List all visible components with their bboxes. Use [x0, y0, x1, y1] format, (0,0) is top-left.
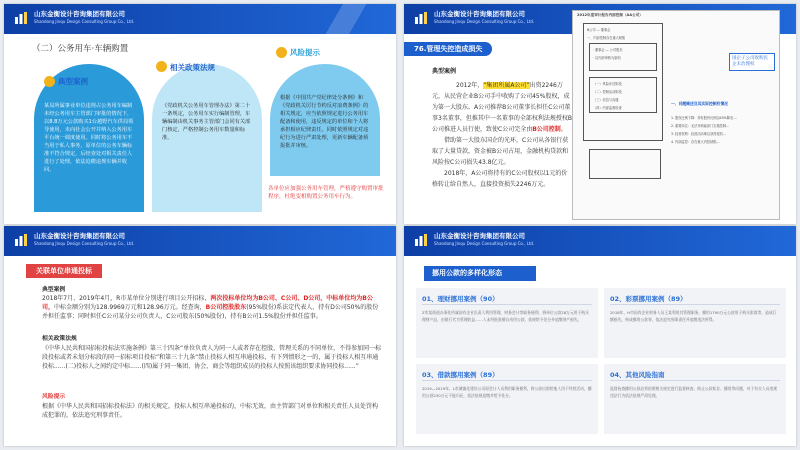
slide-1[interactable] [4, 4, 396, 224]
company-logo-icon [414, 11, 428, 25]
doc-line: 一、内部控制存在重大缺陷 [587, 36, 626, 40]
policy-arch [152, 64, 262, 212]
slide-header [4, 4, 396, 34]
slide-header [4, 226, 396, 256]
policy-paragraph: 《中华人民共和国招标投标法实施条例》第三十四条“单位负责人为同一人或者存在控股、管理关系的不同单位，不得参加同一标段投标或者未划分标段的同一招标项目投标”和第三十九条“禁止投标人相互串通投标，有下列情形之一的，属于投标人相互串通投标......(二)投标人之间约定中标......(四)属于同一集团、协会、商会等组织成员的投标人按照该组织要求协同投标......” [42, 345, 382, 370]
doc-line: （二）控制活动阶段 [593, 90, 622, 94]
case-body [432, 80, 572, 190]
case-card [604, 288, 786, 358]
doc-line: 2012年度审计报告内部控制（AA公司） [577, 13, 643, 17]
policy-heading: 相关政策法规 [42, 336, 77, 342]
company-name: 山东金衡设计咨询集团有限公司 [34, 232, 125, 240]
header-decoration [296, 4, 396, 34]
company-logo-icon [14, 233, 28, 247]
slide-2[interactable] [404, 4, 796, 224]
para-2: 借助第一大股东国企的光环，C公司从各银行获取了大量贷款，资金被B公司占用，金融机构贷款和风险按C公司损失43.8亿元。 [432, 137, 569, 166]
para-1-highlight: “集团所属A公司” [483, 82, 530, 89]
para-1b: 出资2246万元，从民营企业B公司手中收购了公司45%股权，成为第一大股东。A公司推荐B公司董事长担任C公司董事3名董事，但推其中一名董事的全部权利法规授权B公司推进人员行使，致使C公司完全由 [432, 82, 572, 133]
case-red-text: B公司控股股东 [205, 304, 247, 311]
doc-line: · 董事会 — 公司股东 [593, 48, 623, 52]
company-name-en: Shandong Jinqu Design Consulting Group Co., Ltd. [434, 241, 535, 246]
card-title: 03、借款挪用案例（89） [422, 371, 499, 379]
card-text: Z市某街道办事处所属国有企业负责人利用管理、财务会计等职务便利，将单位公款28万元用于购买理财产品，由银行代为管理收益……人未经批准擅自动用公款。依规给予处分并追缴财产损失。 [422, 310, 589, 322]
company-name-en: Shandong Jinqu Design Consulting Group Co., Ltd. [434, 19, 535, 24]
doc-box [589, 149, 661, 179]
slide-4[interactable] [404, 226, 796, 446]
doc-line: 一、问题概述及其实际控制权情况 [671, 101, 728, 106]
company-logo-icon [14, 11, 28, 25]
slide-title: 关联单位串通投标 [26, 264, 102, 278]
policy-text: 《党政机关公务用车管理办法》第二十一条规定，公务用车实行编制管理，车辆编制由机关事务主管部门会同有关部门核定，严格控制公务用车数量和标准。 [162, 103, 251, 141]
doc-line: 3. 经营权利：经营活动难以获得授权... [671, 132, 726, 136]
risk-text: 根据《中国共产党纪律处分条例》和《党政机关厉行节约反对浪费条例》的相关规定，应当依照规定进行公务用车配备和使用，违反规定的单位和个人将承担相应纪律责任。同时依照规定对违纪行为进行严肃处理，更新车辆配备须报批并审核。 [280, 95, 369, 149]
slide-title: 挪用公款的多样化形态 [424, 266, 536, 281]
card-text: 2018年，H市国有企业财务人员王某利用其管理职务，挪用1790万元公款用于购买彩票等，造成巨额损失，构成挪用公款罪，依法追究刑事责任并追缴违法所得。 [610, 310, 777, 322]
case-paragraph [42, 294, 382, 321]
doc-line: B公司 — 董事会 [587, 28, 611, 32]
card-divider [422, 304, 592, 305]
company-name: 山东金衡设计咨询集团有限公司 [34, 10, 125, 18]
case-label: 典型案例 [58, 77, 88, 86]
risk-bullet-icon [276, 47, 287, 58]
risk-arch [270, 64, 380, 176]
case-text: 某局所属事业单位违规占公务用车编制未经公务用车主管部门审批的情况下，以8.8万元公款购买1台越野汽车供局领导使用，未向社会公开并纳入公务用车平台统一调度使用。同时将公务用车不当用于私人事务，原单位的公务车辆标准不符合规定，后经查处对相关责任人进行了处理，依法追缴违规车辆并收回。 [44, 103, 134, 173]
slide-header [404, 226, 796, 256]
warning-text: 各单位应加强公务用车管理，严格遵守购置审批程序，杜绝变相购置公务用车行为。 [268, 186, 384, 200]
subtitle: 典型案例 [432, 68, 457, 75]
card-title: 01、理财挪用案例（90） [422, 295, 499, 303]
company-name-en: Shandong Jinqu Design Consulting Group Co., Ltd. [34, 19, 135, 24]
company-logo-icon [414, 233, 428, 247]
card-text: 2019—2019年，L市城镇化建设公司原会计人员利用职务便利，将公款出借给他人用于经营活动，挪用公款230万元不能归还，依法依规追缴并给予处分。 [422, 386, 592, 398]
doc-line: （四）内部监督检查 [593, 106, 622, 110]
para-1c: 。 [560, 126, 567, 133]
risk-label: 风险提示 [290, 48, 320, 57]
slide-title: 76.管理失控造成损失 [404, 42, 492, 56]
para-1a: 2012年， [456, 82, 484, 89]
policy-label: 相关政策法规 [170, 63, 215, 72]
company-name-en: Shandong Jinqu Design Consulting Group Co., Ltd. [34, 241, 135, 246]
doc-line: 1. 股权比例下降：持有股份比例由45%降至.... [671, 116, 738, 120]
risk-paragraph: 根据《中华人民共和国招标投标法》的相关规定，投标人相互串通投标的，中标无效，由主管部门对单位和相关责任人员处罚构成犯罪的，依法追究刑事责任。 [42, 403, 379, 419]
card-divider [610, 304, 780, 305]
company-name: 山东金衡设计咨询集团有限公司 [434, 10, 525, 18]
doc-line: 2. 重要岗位：无法对职能部门实施控制... [671, 124, 730, 128]
para-3: 2018年，A公司将持有的C公司股权以1元的价格转让给自然人，直接投资损失2246万元。 [432, 170, 568, 188]
card-title: 02、彩票挪用案例（89） [610, 295, 687, 303]
case-card [416, 288, 598, 358]
doc-line: 4. 内部监控：存在重大内控缺陷... [671, 140, 720, 144]
company-name: 山东金衡设计咨询集团有限公司 [434, 232, 525, 240]
card-divider [610, 380, 780, 381]
doc-line: （三）信息与沟通 [593, 98, 619, 102]
doc-line: · 以内部审核为原则 [593, 56, 621, 60]
case-text: 中标金额分别为128.9969万元和128.96万元。经查询， [54, 304, 206, 311]
card-text: 监督检查挪用公款必须依照相关规定进行监督核查，防止公款私存、挪用等问题，对于有关人员违规违法行为依法依规严肃处理。 [610, 386, 778, 398]
case-card [416, 364, 598, 434]
case-red-text: 两次投标单位均为B公司、C公司、D公司，中标单位均为B公司， [42, 295, 373, 311]
slide-3[interactable] [4, 226, 396, 446]
case-text: 2018年7月、2019年4月，R市某单位分别进行项目公开招标， [42, 295, 211, 302]
risk-heading: 风险提示 [42, 394, 66, 400]
case-heading: 典型案例 [42, 287, 66, 293]
case-text: (95%股份)系法定代表人、持有D公司50%的股份并担任监事；同时担任C公司某分公司负责人，C公司股东(50%股份)，持有B公司1.5%股份并担任监事。 [42, 304, 379, 320]
audit-document-image [572, 10, 780, 220]
card-title: 04、其他风险指南 [610, 371, 665, 379]
doc-note-box: 国企子公司收购民企未治理权 [729, 53, 775, 71]
case-card [604, 364, 786, 434]
slide-title: （二）公务用车·车辆购置 [32, 44, 129, 54]
card-divider [422, 380, 592, 381]
doc-line: （一）风险评估阶段 [593, 82, 622, 86]
policy-bullet-icon [156, 61, 167, 72]
case-bullet-icon [44, 76, 55, 87]
para-1-red: B公司控制 [532, 126, 561, 133]
